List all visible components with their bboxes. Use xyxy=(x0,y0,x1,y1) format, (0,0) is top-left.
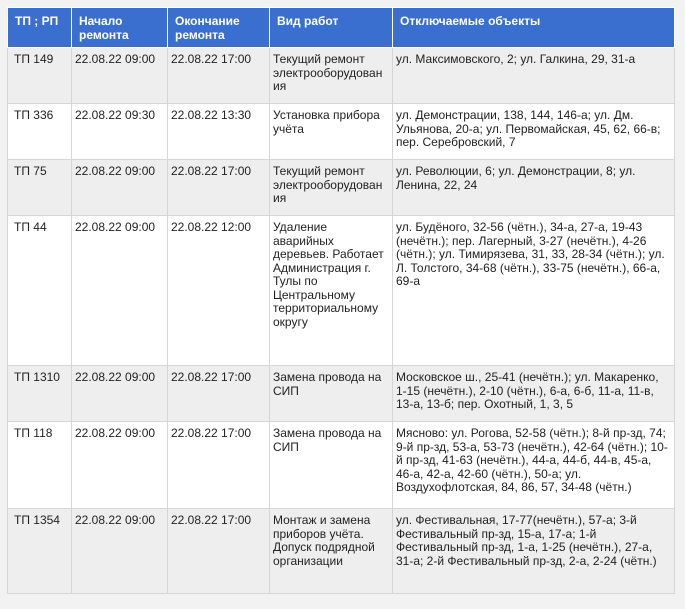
cell-work: Монтаж и замена приборов учёта. Допуск подрядной организации xyxy=(270,509,393,594)
cell-end: 22.08.22 17:00 xyxy=(168,509,270,594)
cell-end: 22.08.22 17:00 xyxy=(168,366,270,422)
header-end: Окончание ремонта xyxy=(168,8,270,48)
cell-start: 22.08.22 09:00 xyxy=(72,509,168,594)
cell-objects: Мясново: ул. Рогова, 52-58 (чётн.); 8-й пр-зд, 74; 9-й пр-зд, 53-а, 53-73 (нечётн.), 42-64 (чётн.); 10-й пр-зд, 41-63 (нечётн.), 44-а, 44-б, 44-в, 45-а, 46-а, 42-а, 42-60 (чётн.), 50-а; ул. Воздухофлотская, 84, 86, 57, 34-48 (чётн.) xyxy=(393,422,675,509)
header-start: Начало ремонта xyxy=(72,8,168,48)
cell-start: 22.08.22 09:00 xyxy=(72,422,168,509)
cell-tp: ТП 75 xyxy=(8,160,72,216)
header-objects: Отключаемые объекты xyxy=(393,8,675,48)
table-row xyxy=(8,104,675,160)
table-row xyxy=(8,160,675,216)
table-row xyxy=(8,422,675,509)
cell-objects: ул. Будёного, 32-56 (чётн.), 34-а, 27-а, 19-43 (нечётн.); пер. Лагерный, 3-27 (нечётн.), 4-26 (чётн.); ул. Тимирязева, 31, 33, 28-34 (чётн.); ул. Л. Толстого, 34-68 (чётн.), 33-75 (нечётн.), 66-а, 69-а xyxy=(393,216,675,366)
cell-tp: ТП 1310 xyxy=(8,366,72,422)
cell-end: 22.08.22 12:00 xyxy=(168,216,270,366)
cell-tp: ТП 44 xyxy=(8,216,72,366)
cell-tp: ТП 336 xyxy=(8,104,72,160)
cell-start: 22.08.22 09:00 xyxy=(72,160,168,216)
table-header-row xyxy=(8,8,675,48)
cell-objects: ул. Фестивальная, 17-77(нечётн.), 57-а; 3-й Фестивальный пр-зд, 15-а, 17-а; 1-й Фестивальный пр-зд, 1-а, 1-25 (нечётн.), 27-а, 31-а; 2-й Фестивальный пр-зд, 2-а, 2-24 (чётн.) xyxy=(393,509,675,594)
table-row xyxy=(8,366,675,422)
cell-start: 22.08.22 09:00 xyxy=(72,48,168,104)
cell-tp: ТП 149 xyxy=(8,48,72,104)
cell-work: Замена провода на СИП xyxy=(270,422,393,509)
cell-start: 22.08.22 09:30 xyxy=(72,104,168,160)
table-row xyxy=(8,509,675,594)
header-work: Вид работ xyxy=(270,8,393,48)
cell-start: 22.08.22 09:00 xyxy=(72,216,168,366)
cell-work: Установка прибора учёта xyxy=(270,104,393,160)
cell-end: 22.08.22 17:00 xyxy=(168,422,270,509)
cell-tp: ТП 118 xyxy=(8,422,72,509)
cell-work: Текущий ремонт электрооборудования xyxy=(270,48,393,104)
outage-schedule xyxy=(7,7,675,594)
cell-objects: ул. Революции, 6; ул. Демонстрации, 8; ул. Ленина, 22, 24 xyxy=(393,160,675,216)
cell-work: Текущий ремонт электрооборудования xyxy=(270,160,393,216)
table-row xyxy=(8,48,675,104)
cell-start: 22.08.22 09:00 xyxy=(72,366,168,422)
cell-objects: ул. Максимовского, 2; ул. Галкина, 29, 31-а xyxy=(393,48,675,104)
cell-work: Удаление аварийных деревьев. Работает Администрация г. Тулы по Центральному территориальному округу xyxy=(270,216,393,366)
table-row xyxy=(8,216,675,366)
cell-end: 22.08.22 17:00 xyxy=(168,48,270,104)
outage-table xyxy=(7,7,675,594)
cell-objects: Московское ш., 25-41 (нечётн.); ул. Макаренко, 1-15 (нечётн.), 2-10 (чётн.), 6-а, 6-б, 11-а, 11-в, 13-а, 13-б; пер. Охотный, 1, 3, 5 xyxy=(393,366,675,422)
cell-objects: ул. Демонстрации, 138, 144, 146-а; ул. Дм. Ульянова, 20-а; ул. Первомайская, 45, 62, 66-в; пер. Серебровский, 7 xyxy=(393,104,675,160)
cell-end: 22.08.22 17:00 xyxy=(168,160,270,216)
header-tp: ТП ; РП xyxy=(8,8,72,48)
cell-end: 22.08.22 13:30 xyxy=(168,104,270,160)
cell-tp: ТП 1354 xyxy=(8,509,72,594)
cell-work: Замена провода на СИП xyxy=(270,366,393,422)
